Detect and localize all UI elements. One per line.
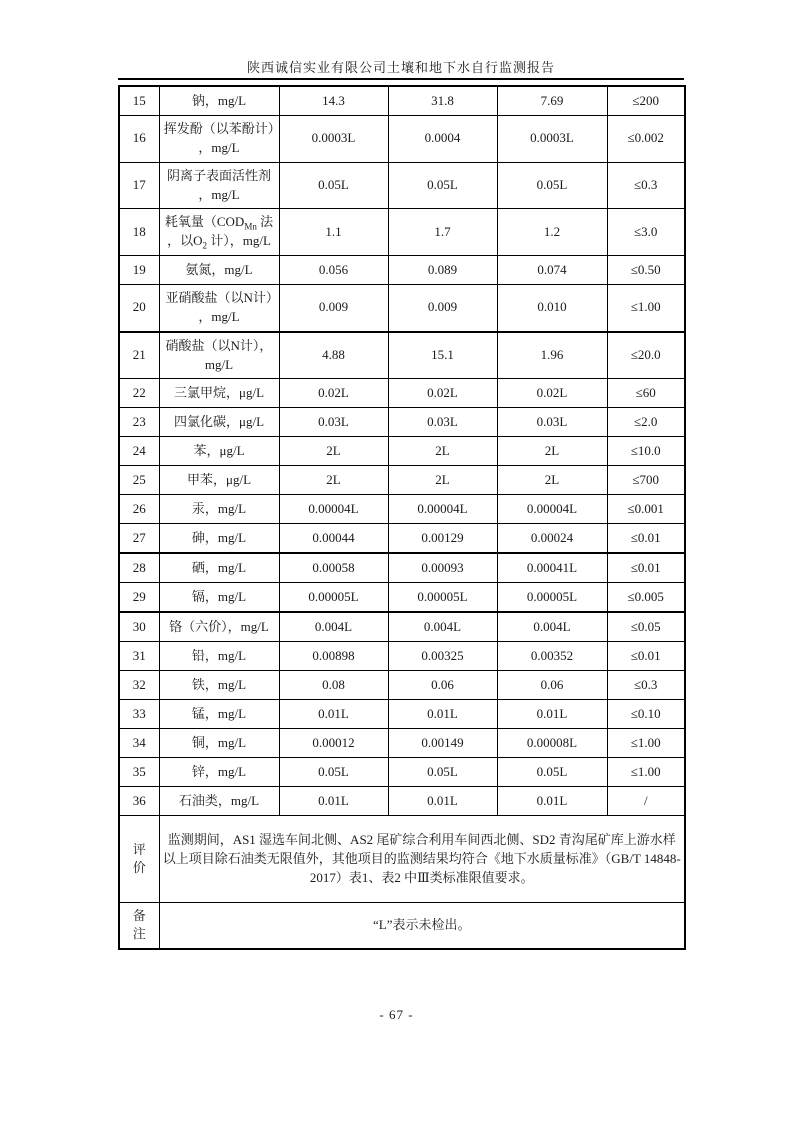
remark-label-cell [119, 903, 159, 949]
limit-value: ≤1.00 [607, 285, 685, 332]
parameter-label: 阴离子表面活性剂，mg/L [159, 162, 279, 209]
value-col-3: 0.004L [497, 612, 607, 642]
evaluation-row [119, 816, 685, 903]
value-col-1: 0.056 [279, 256, 388, 285]
value-col-1: 0.08 [279, 671, 388, 700]
value-col-2: 0.05L [388, 162, 497, 209]
value-col-1: 0.03L [279, 408, 388, 437]
table-row [119, 642, 685, 671]
value-col-1: 2L [279, 466, 388, 495]
table-row [119, 758, 685, 787]
value-col-3: 0.074 [497, 256, 607, 285]
table-row [119, 787, 685, 816]
evaluation-text: 监测期间，AS1 湿选车间北侧、AS2 尾矿综合利用车间西北侧、SD2 青沟尾矿库上游水样以上项目除石油类无限值外，其他项目的监测结果均符合《地下水质量标准》（GB/T 14848-2017）表1、表2 中Ⅲ类标准限值要求。 [159, 816, 685, 903]
value-col-3: 1.96 [497, 332, 607, 379]
monitoring-results-table [118, 85, 686, 950]
table-row [119, 379, 685, 408]
parameter-label: 钠，mg/L [159, 86, 279, 116]
value-col-2: 0.00093 [388, 553, 497, 583]
value-col-1: 0.004L [279, 612, 388, 642]
table-row [119, 671, 685, 700]
row-number: 31 [119, 642, 159, 671]
parameter-label: 锌，mg/L [159, 758, 279, 787]
value-col-2: 0.009 [388, 285, 497, 332]
row-number: 36 [119, 787, 159, 816]
limit-value: ≤20.0 [607, 332, 685, 379]
parameter-label: 铜，mg/L [159, 729, 279, 758]
table-row [119, 466, 685, 495]
table-row [119, 209, 685, 256]
value-col-1: 4.88 [279, 332, 388, 379]
limit-value: ≤200 [607, 86, 685, 116]
parameter-label: 铬（六价），mg/L [159, 612, 279, 642]
header-rule [118, 78, 684, 80]
value-col-3: 0.03L [497, 408, 607, 437]
parameter-label: 石油类，mg/L [159, 787, 279, 816]
row-number: 22 [119, 379, 159, 408]
row-number: 28 [119, 553, 159, 583]
limit-value: ≤0.001 [607, 495, 685, 524]
row-number: 23 [119, 408, 159, 437]
value-col-3: 0.00352 [497, 642, 607, 671]
row-number: 21 [119, 332, 159, 379]
row-number: 26 [119, 495, 159, 524]
value-col-1: 0.01L [279, 787, 388, 816]
value-col-3: 0.06 [497, 671, 607, 700]
table-row [119, 495, 685, 524]
value-col-2: 0.06 [388, 671, 497, 700]
value-col-3: 0.05L [497, 758, 607, 787]
page-number: - 67 - [379, 1007, 414, 1022]
notes-tbody [119, 816, 685, 949]
limit-value: ≤3.0 [607, 209, 685, 256]
limit-value: ≤0.01 [607, 524, 685, 554]
table-row [119, 86, 685, 116]
parameter-label: 铁，mg/L [159, 671, 279, 700]
parameter-label: 锰，mg/L [159, 700, 279, 729]
row-number: 32 [119, 671, 159, 700]
value-col-1: 0.00004L [279, 495, 388, 524]
limit-value: ≤0.3 [607, 162, 685, 209]
parameter-label: 甲苯，μg/L [159, 466, 279, 495]
table-row [119, 256, 685, 285]
parameter-label: 四氯化碳，μg/L [159, 408, 279, 437]
value-col-1: 2L [279, 437, 388, 466]
value-col-3: 0.05L [497, 162, 607, 209]
row-number: 24 [119, 437, 159, 466]
value-col-1: 1.1 [279, 209, 388, 256]
row-number: 34 [119, 729, 159, 758]
remark-row [119, 903, 685, 949]
value-col-3: 0.01L [497, 700, 607, 729]
value-col-2: 0.00004L [388, 495, 497, 524]
parameter-label: 耗氧量（$COD_{Mn}$ 法，以$O_2$ 计），mg/L [159, 209, 279, 256]
row-number: 29 [119, 583, 159, 613]
value-col-3: 2L [497, 466, 607, 495]
row-number: 18 [119, 209, 159, 256]
parameter-label: 氨氮，mg/L [159, 256, 279, 285]
parameter-label: 亚硝酸盐（以N计），mg/L [159, 285, 279, 332]
value-col-2: 0.00129 [388, 524, 497, 554]
parameter-label: 砷，mg/L [159, 524, 279, 554]
value-col-1: 14.3 [279, 86, 388, 116]
limit-value: ≤0.3 [607, 671, 685, 700]
parameter-label: 硒，mg/L [159, 553, 279, 583]
value-col-2: 0.004L [388, 612, 497, 642]
value-col-2: 2L [388, 466, 497, 495]
row-number: 33 [119, 700, 159, 729]
table-row [119, 332, 685, 379]
limit-value: ≤0.50 [607, 256, 685, 285]
parameter-label: 挥发酚（以苯酚计），mg/L [159, 116, 279, 163]
row-number: 20 [119, 285, 159, 332]
value-col-1: 0.0003L [279, 116, 388, 163]
parameter-label: 苯，μg/L [159, 437, 279, 466]
value-col-1: 0.00898 [279, 642, 388, 671]
value-col-2: 31.8 [388, 86, 497, 116]
value-col-3: 7.69 [497, 86, 607, 116]
table-row [119, 408, 685, 437]
value-col-3: 0.00008L [497, 729, 607, 758]
limit-value: ≤0.002 [607, 116, 685, 163]
value-col-2: 1.7 [388, 209, 497, 256]
row-number: 30 [119, 612, 159, 642]
value-col-3: 0.010 [497, 285, 607, 332]
evaluation-label: 评价 [132, 842, 146, 875]
table-row [119, 729, 685, 758]
limit-value: ≤0.01 [607, 553, 685, 583]
value-col-1: 0.009 [279, 285, 388, 332]
limit-value: ≤0.05 [607, 612, 685, 642]
value-col-3: 0.02L [497, 379, 607, 408]
value-col-3: 0.00041L [497, 553, 607, 583]
value-col-2: 0.01L [388, 700, 497, 729]
value-col-2: 0.02L [388, 379, 497, 408]
limit-value: / [607, 787, 685, 816]
value-col-2: 0.03L [388, 408, 497, 437]
table-row [119, 612, 685, 642]
row-number: 15 [119, 86, 159, 116]
parameter-label: 三氯甲烷，μg/L [159, 379, 279, 408]
value-col-3: 0.0003L [497, 116, 607, 163]
document-title: 陕西诚信实业有限公司土壤和地下水自行监测报告 [246, 60, 555, 75]
remark-label: 备注 [132, 908, 146, 941]
remark-text: “L”表示未检出。 [159, 903, 685, 949]
row-number: 35 [119, 758, 159, 787]
value-col-2: 0.05L [388, 758, 497, 787]
row-number: 25 [119, 466, 159, 495]
parameter-label: 硝酸盐（以N计），mg/L [159, 332, 279, 379]
table-row [119, 583, 685, 613]
table-row [119, 285, 685, 332]
document-header [118, 61, 684, 80]
value-col-3: 1.2 [497, 209, 607, 256]
value-col-1: 0.01L [279, 700, 388, 729]
limit-value: ≤0.10 [607, 700, 685, 729]
parameter-label: 镉，mg/L [159, 583, 279, 613]
limit-value: ≤0.01 [607, 642, 685, 671]
limit-value: ≤1.00 [607, 729, 685, 758]
parameter-label: 汞，mg/L [159, 495, 279, 524]
limit-value: ≤1.00 [607, 758, 685, 787]
table-row [119, 437, 685, 466]
value-col-2: 0.0004 [388, 116, 497, 163]
table-row [119, 162, 685, 209]
table-row [119, 553, 685, 583]
value-col-3: 0.00004L [497, 495, 607, 524]
row-number: 16 [119, 116, 159, 163]
value-col-2: 15.1 [388, 332, 497, 379]
results-tbody [119, 86, 685, 816]
limit-value: ≤60 [607, 379, 685, 408]
value-col-1: 0.05L [279, 162, 388, 209]
row-number: 27 [119, 524, 159, 554]
limit-value: ≤10.0 [607, 437, 685, 466]
value-col-2: 0.01L [388, 787, 497, 816]
value-col-2: 2L [388, 437, 497, 466]
table-row [119, 524, 685, 554]
value-col-2: 0.00325 [388, 642, 497, 671]
value-col-1: 0.02L [279, 379, 388, 408]
value-col-1: 0.00005L [279, 583, 388, 613]
value-col-2: 0.00005L [388, 583, 497, 613]
table-row [119, 116, 685, 163]
parameter-label: 铅，mg/L [159, 642, 279, 671]
limit-value: ≤0.005 [607, 583, 685, 613]
row-number: 17 [119, 162, 159, 209]
table-row [119, 700, 685, 729]
value-col-2: 0.00149 [388, 729, 497, 758]
row-number: 19 [119, 256, 159, 285]
value-col-1: 0.05L [279, 758, 388, 787]
evaluation-label-cell [119, 816, 159, 903]
value-col-1: 0.00044 [279, 524, 388, 554]
value-col-3: 0.01L [497, 787, 607, 816]
value-col-1: 0.00058 [279, 553, 388, 583]
limit-value: ≤700 [607, 466, 685, 495]
value-col-3: 0.00024 [497, 524, 607, 554]
value-col-3: 0.00005L [497, 583, 607, 613]
value-col-1: 0.00012 [279, 729, 388, 758]
value-col-3: 2L [497, 437, 607, 466]
value-col-2: 0.089 [388, 256, 497, 285]
limit-value: ≤2.0 [607, 408, 685, 437]
